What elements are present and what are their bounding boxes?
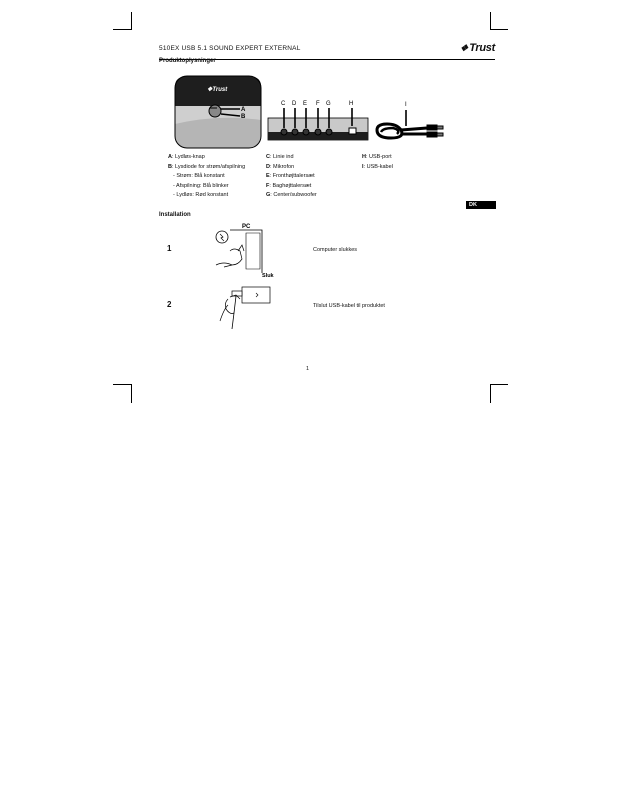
step-2-text: Tilslut USB-kabel til produktet <box>313 303 385 309</box>
crop-mark-tl-h <box>113 29 132 30</box>
usb-plug <box>232 291 242 296</box>
legend-col-2 <box>266 153 317 201</box>
label-f: F <box>316 101 320 107</box>
product-diagram <box>165 68 455 156</box>
label-a: A <box>241 107 246 113</box>
crop-mark-tr-h <box>490 29 508 30</box>
hand-drawing <box>224 249 242 267</box>
legend-item: A: Lydløs-knap <box>168 154 205 160</box>
legend-item: G: Center/subwoofer <box>266 192 317 199</box>
trust-logo: ❖Trust <box>459 42 495 54</box>
label-i: I <box>405 102 407 108</box>
crop-mark-bl-v <box>131 384 132 403</box>
sluk-label: Sluk <box>262 273 274 279</box>
legend-col-3 <box>362 153 393 172</box>
device-side-view <box>268 101 368 140</box>
page-number: 1 <box>306 366 310 372</box>
product-info-heading: Produktoplysninger <box>159 58 216 64</box>
step2-illustration <box>214 281 274 331</box>
step1-illustration <box>210 221 280 279</box>
crop-mark-br-v <box>490 384 491 403</box>
legend-item: - Afspilning: Blå blinker <box>173 182 229 189</box>
label-b: B <box>241 114 246 120</box>
legend-item: F: Baghøjttalersæt <box>266 182 312 189</box>
legend-item: C: Linie ind <box>266 154 294 160</box>
svg-text:❖Trust: ❖Trust <box>207 87 228 93</box>
label-c: C <box>281 101 286 107</box>
legend-item: B: Lysdiode for strøm/afspilning <box>168 163 246 170</box>
legend-item: D: Mikrofon <box>266 163 295 170</box>
pc-label: PC <box>242 224 251 230</box>
crop-mark-br-h <box>490 384 508 385</box>
legend-item: - Lydløs: Rød konstant <box>173 192 229 199</box>
label-d: D <box>292 101 297 107</box>
legend-item: E: Fronthøjttalersæt <box>266 173 315 180</box>
crop-mark-tr-v <box>490 12 491 30</box>
language-badge: DK <box>466 201 496 209</box>
legend-item: - Strøm: Blå konstant <box>173 173 225 180</box>
header-title: 510EX USB 5.1 SOUND EXPERT EXTERNAL <box>159 45 301 52</box>
legend-item: I: USB-kabel <box>362 163 393 170</box>
label-h: H <box>349 101 354 107</box>
installation-heading: Installation <box>159 212 191 218</box>
label-g: G <box>326 101 331 107</box>
step-1-number: 1 <box>167 244 172 253</box>
label-e: E <box>303 101 308 107</box>
device-top-view <box>175 76 261 148</box>
crop-mark-bl-h <box>113 384 132 385</box>
power-icon <box>216 231 228 243</box>
crop-mark-tl-v <box>131 12 132 30</box>
usb-cable <box>377 102 443 138</box>
trust-logo-icon: ❖ <box>459 43 470 53</box>
step-1-text: Computer slukkes <box>313 247 358 253</box>
step-2-number: 2 <box>167 300 172 309</box>
legend-col-1 <box>168 153 245 201</box>
legend-item: H: USB-port <box>362 154 392 160</box>
